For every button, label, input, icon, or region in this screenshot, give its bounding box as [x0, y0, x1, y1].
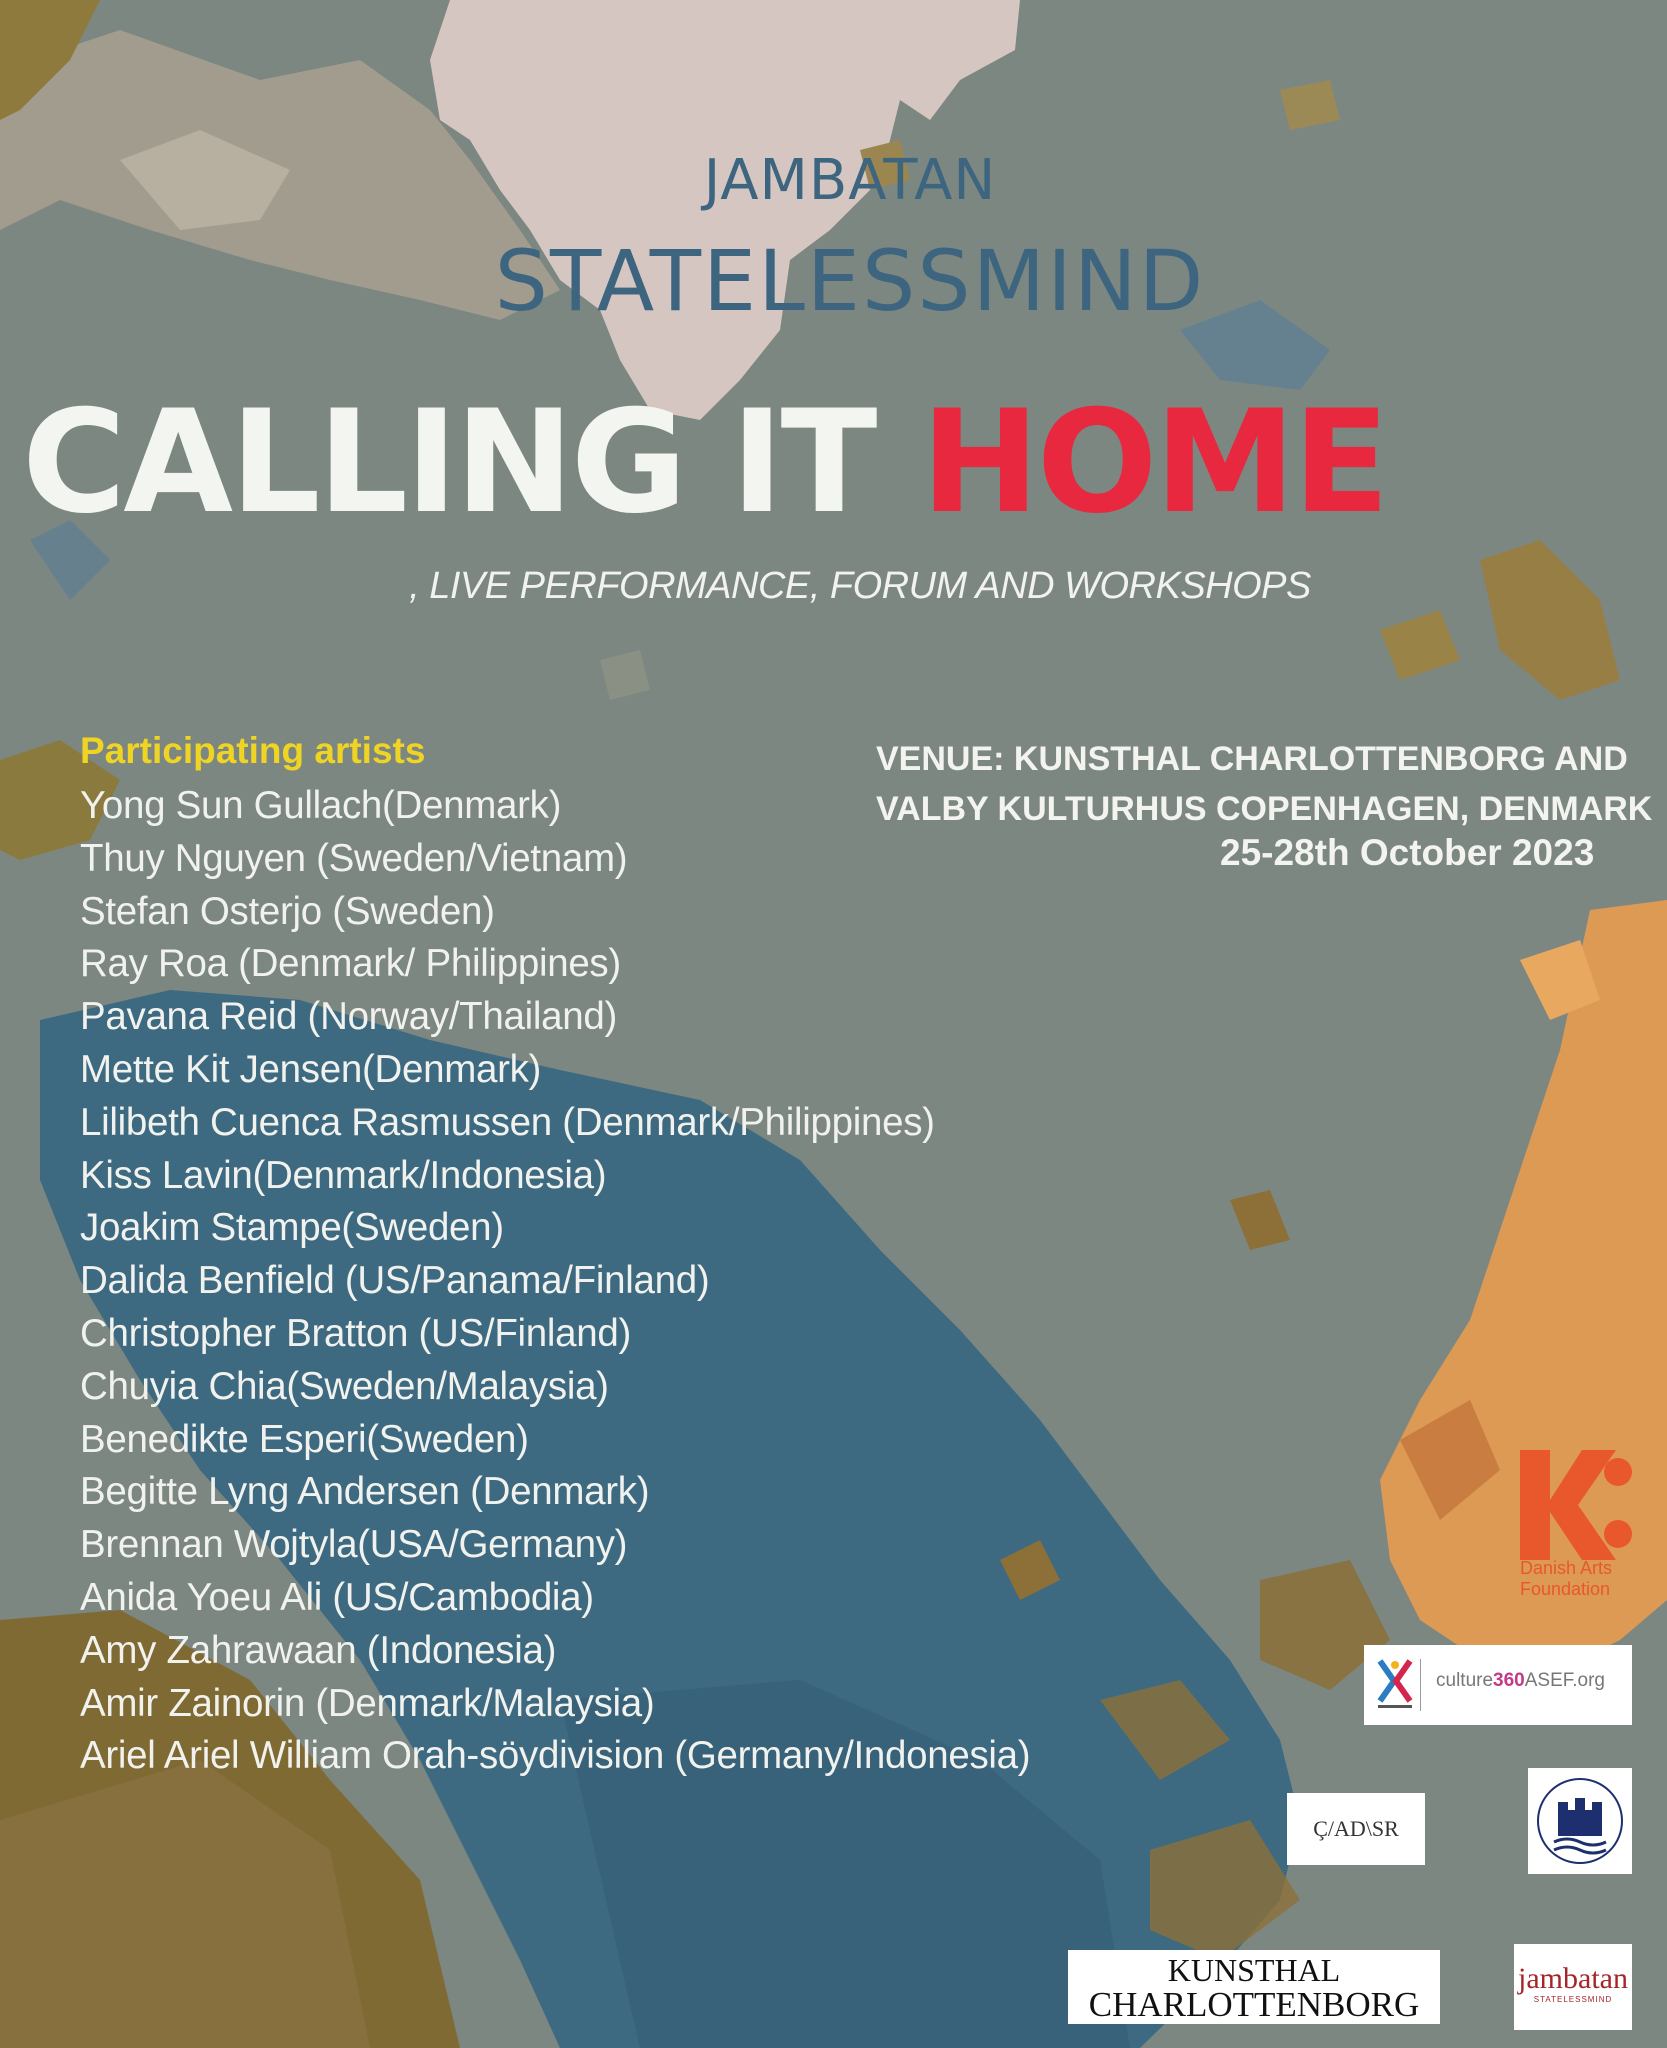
event-dates: 25-28th October 2023 [1220, 832, 1595, 873]
asef-culture360-logo [1364, 1645, 1632, 1725]
cadsr-logo: Ç/AD\SR [1287, 1793, 1425, 1865]
artists-list [80, 780, 1030, 1783]
jambatan-tagline: STATELESSMIND [1533, 1995, 1613, 2004]
jambatan-wordmark: jambatan [1518, 1962, 1628, 1995]
culture-word: culture [1436, 1670, 1494, 1691]
culture360-text [1436, 1670, 1605, 1692]
artists-heading: Participating artists [80, 730, 426, 771]
kunsthal-line1: KUNSTHAL [1167, 1952, 1341, 1988]
event-title [22, 380, 1387, 545]
artist-item: Christopher Bratton (US/Finland) [80, 1311, 632, 1355]
org-name-line1: JAMBATAN [703, 148, 997, 213]
venue-line1: VENUE: KUNSTHAL CHARLOTTENBORG AND [876, 740, 1628, 778]
artist-item: Brennan Wojtyla(USA/Germany) [80, 1523, 628, 1567]
org-name-line2: STATELESSMIND [494, 232, 1206, 330]
event-subtitle: , LIVE PERFORMANCE, FORUM AND WORKSHOPS [409, 565, 1311, 607]
danish-arts-line1: Danish Arts [1520, 1558, 1613, 1578]
artist-item: Dalida Benfield (US/Panama/Finland) [80, 1259, 710, 1303]
artist-item: Anida Yoeu Ali (US/Cambodia) [80, 1575, 594, 1619]
danish-arts-caption [1520, 1558, 1640, 1600]
title-part2: HOME [920, 380, 1387, 545]
artist-item: Ariel Ariel William Orah-söydivision (Germany/Indonesia) [80, 1734, 1031, 1778]
venue-info [876, 734, 1652, 834]
asef-domain: ASEF.org [1524, 1670, 1605, 1691]
artist-item: Amy Zahrawaan (Indonesia) [80, 1628, 557, 1672]
kunsthal-charlottenborg-logo [1068, 1950, 1440, 2024]
artist-item: Kiss Lavin(Denmark/Indonesia) [80, 1153, 607, 1197]
jambatan-logo [1514, 1944, 1632, 2030]
artist-item: Mette Kit Jensen(Denmark) [80, 1047, 542, 1091]
artist-item: Lilibeth Cuenca Rasmussen (Denmark/Philippines) [80, 1100, 935, 1144]
kunsthal-line2: CHARLOTTENBORG [1088, 1985, 1420, 2024]
k-mark-icon [1520, 1450, 1632, 1560]
kobenhavns-kommune-seal [1528, 1768, 1632, 1874]
artist-item: Ray Roa (Denmark/ Philippines) [80, 942, 621, 986]
artist-item: Chuyia Chia(Sweden/Malaysia) [80, 1364, 609, 1408]
artist-item: Thuy Nguyen (Sweden/Vietnam) [80, 836, 628, 880]
city-seal-icon [1528, 1768, 1632, 1874]
artist-item: Joakim Stampe(Sweden) [80, 1206, 504, 1250]
artist-item: Amir Zainorin (Denmark/Malaysia) [80, 1681, 655, 1725]
logo-divider [1420, 1659, 1421, 1711]
danish-arts-line2: Foundation [1520, 1579, 1611, 1599]
culture-number: 360 [1493, 1670, 1525, 1691]
danish-arts-foundation-logo [1516, 1450, 1636, 1600]
artist-item: Yong Sun Gullach(Denmark) [80, 784, 562, 827]
asia-europe-foundation-icon [1376, 1657, 1414, 1713]
title-part1: CALLING IT [22, 380, 921, 545]
artist-item: Stefan Osterjo (Sweden) [80, 889, 495, 933]
venue-line2: VALBY KULTURHUS COPENHAGEN, DENMARK [876, 790, 1653, 828]
artist-item: Begitte Lyng Andersen (Denmark) [80, 1470, 650, 1514]
artist-item: Benedikte Esperi(Sweden) [80, 1417, 529, 1461]
artist-item: Pavana Reid (Norway/Thailand) [80, 995, 617, 1039]
